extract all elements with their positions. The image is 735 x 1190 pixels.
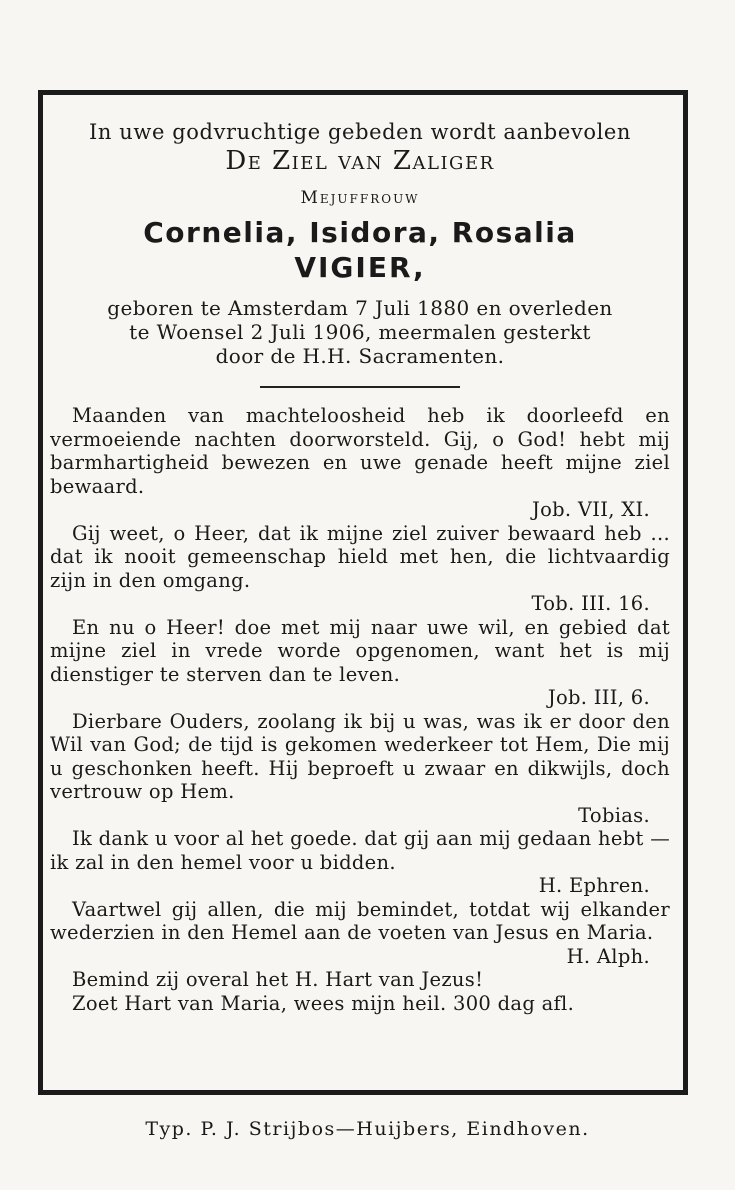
verse-text: Maanden van machteloosheid heb ik doorleefd en vermoeiende nachten doorworsteld. Gij, o God! hebt mij barmhartigheid bewezen en uwe genade heeft mijne ziel bewaard. xyxy=(50,404,670,498)
honorific-title: Mejuffrouw xyxy=(300,188,420,208)
verse-text: Gij weet, o Heer, dat ik mijne ziel zuiver bewaard heb ... dat ik nooit gemeenschap hield met hen, die lichtvaardig zijn in den omgang. xyxy=(50,521,670,592)
soul-line: De Ziel van Zaliger xyxy=(225,146,495,176)
birth-death-block xyxy=(50,296,670,368)
verses xyxy=(50,404,670,1015)
closing-prayer-2: Zoet Hart van Maria, wees mijn heil. 300 dag afl. xyxy=(72,991,575,1015)
surname: VIGIER, xyxy=(294,251,426,284)
birth-death-line-1: geboren te Amsterdam 7 Juli 1880 en overleden xyxy=(107,296,613,320)
closing-prayer-1: Bemind zij overal het H. Hart van Jezus! xyxy=(72,968,484,991)
verse-reference: H. Alph. xyxy=(566,944,650,968)
given-names: Cornelia, Isidora, Rosalia xyxy=(143,216,577,249)
intro-line: In uwe godvruchtige gebeden wordt aanbevolen xyxy=(88,120,632,144)
verse-reference: H. Ephren. xyxy=(538,874,650,897)
verse-reference: Tobias. xyxy=(578,803,650,827)
verse-reference: Tob. III. 16. xyxy=(531,592,650,615)
printer-credit: Typ. P. J. Strijbos—Huijbers, Eindhoven. xyxy=(145,1118,590,1140)
divider-rule xyxy=(260,386,460,388)
verse-text: Vaartwel gij allen, die mij bemindet, totdat wij elkander wederzien in den Hemel aan de voeten van Jesus en Maria. xyxy=(50,897,670,944)
verse-text: En nu o Heer! doe met mij naar uwe wil, en gebied dat mijne ziel in vrede worde opgenomen, want het is mij dienstiger te sterven dan te leven. xyxy=(50,615,670,686)
verse-reference: Job. VII, XI. xyxy=(531,498,650,521)
birth-death-line-3: door de H.H. Sacramenten. xyxy=(215,344,505,368)
verse-reference: Job. III, 6. xyxy=(547,686,650,709)
verse-text: Dierbare Ouders, zoolang ik bij u was, was ik er door den Wil van God; de tijd is gekomen wederkeer tot Hem, Die mij u geschonken heeft. Hij beproeft u zwaar en dikwijls, doch vertrouw op Hem. xyxy=(50,709,670,803)
verse-text: Ik dank u voor al het goede. dat gij aan mij gedaan hebt — ik zal in den hemel voor u bidden. xyxy=(50,827,670,874)
birth-death-line-2: te Woensel 2 Juli 1906, meermalen gesterkt xyxy=(129,320,591,344)
card-content xyxy=(50,102,670,1015)
